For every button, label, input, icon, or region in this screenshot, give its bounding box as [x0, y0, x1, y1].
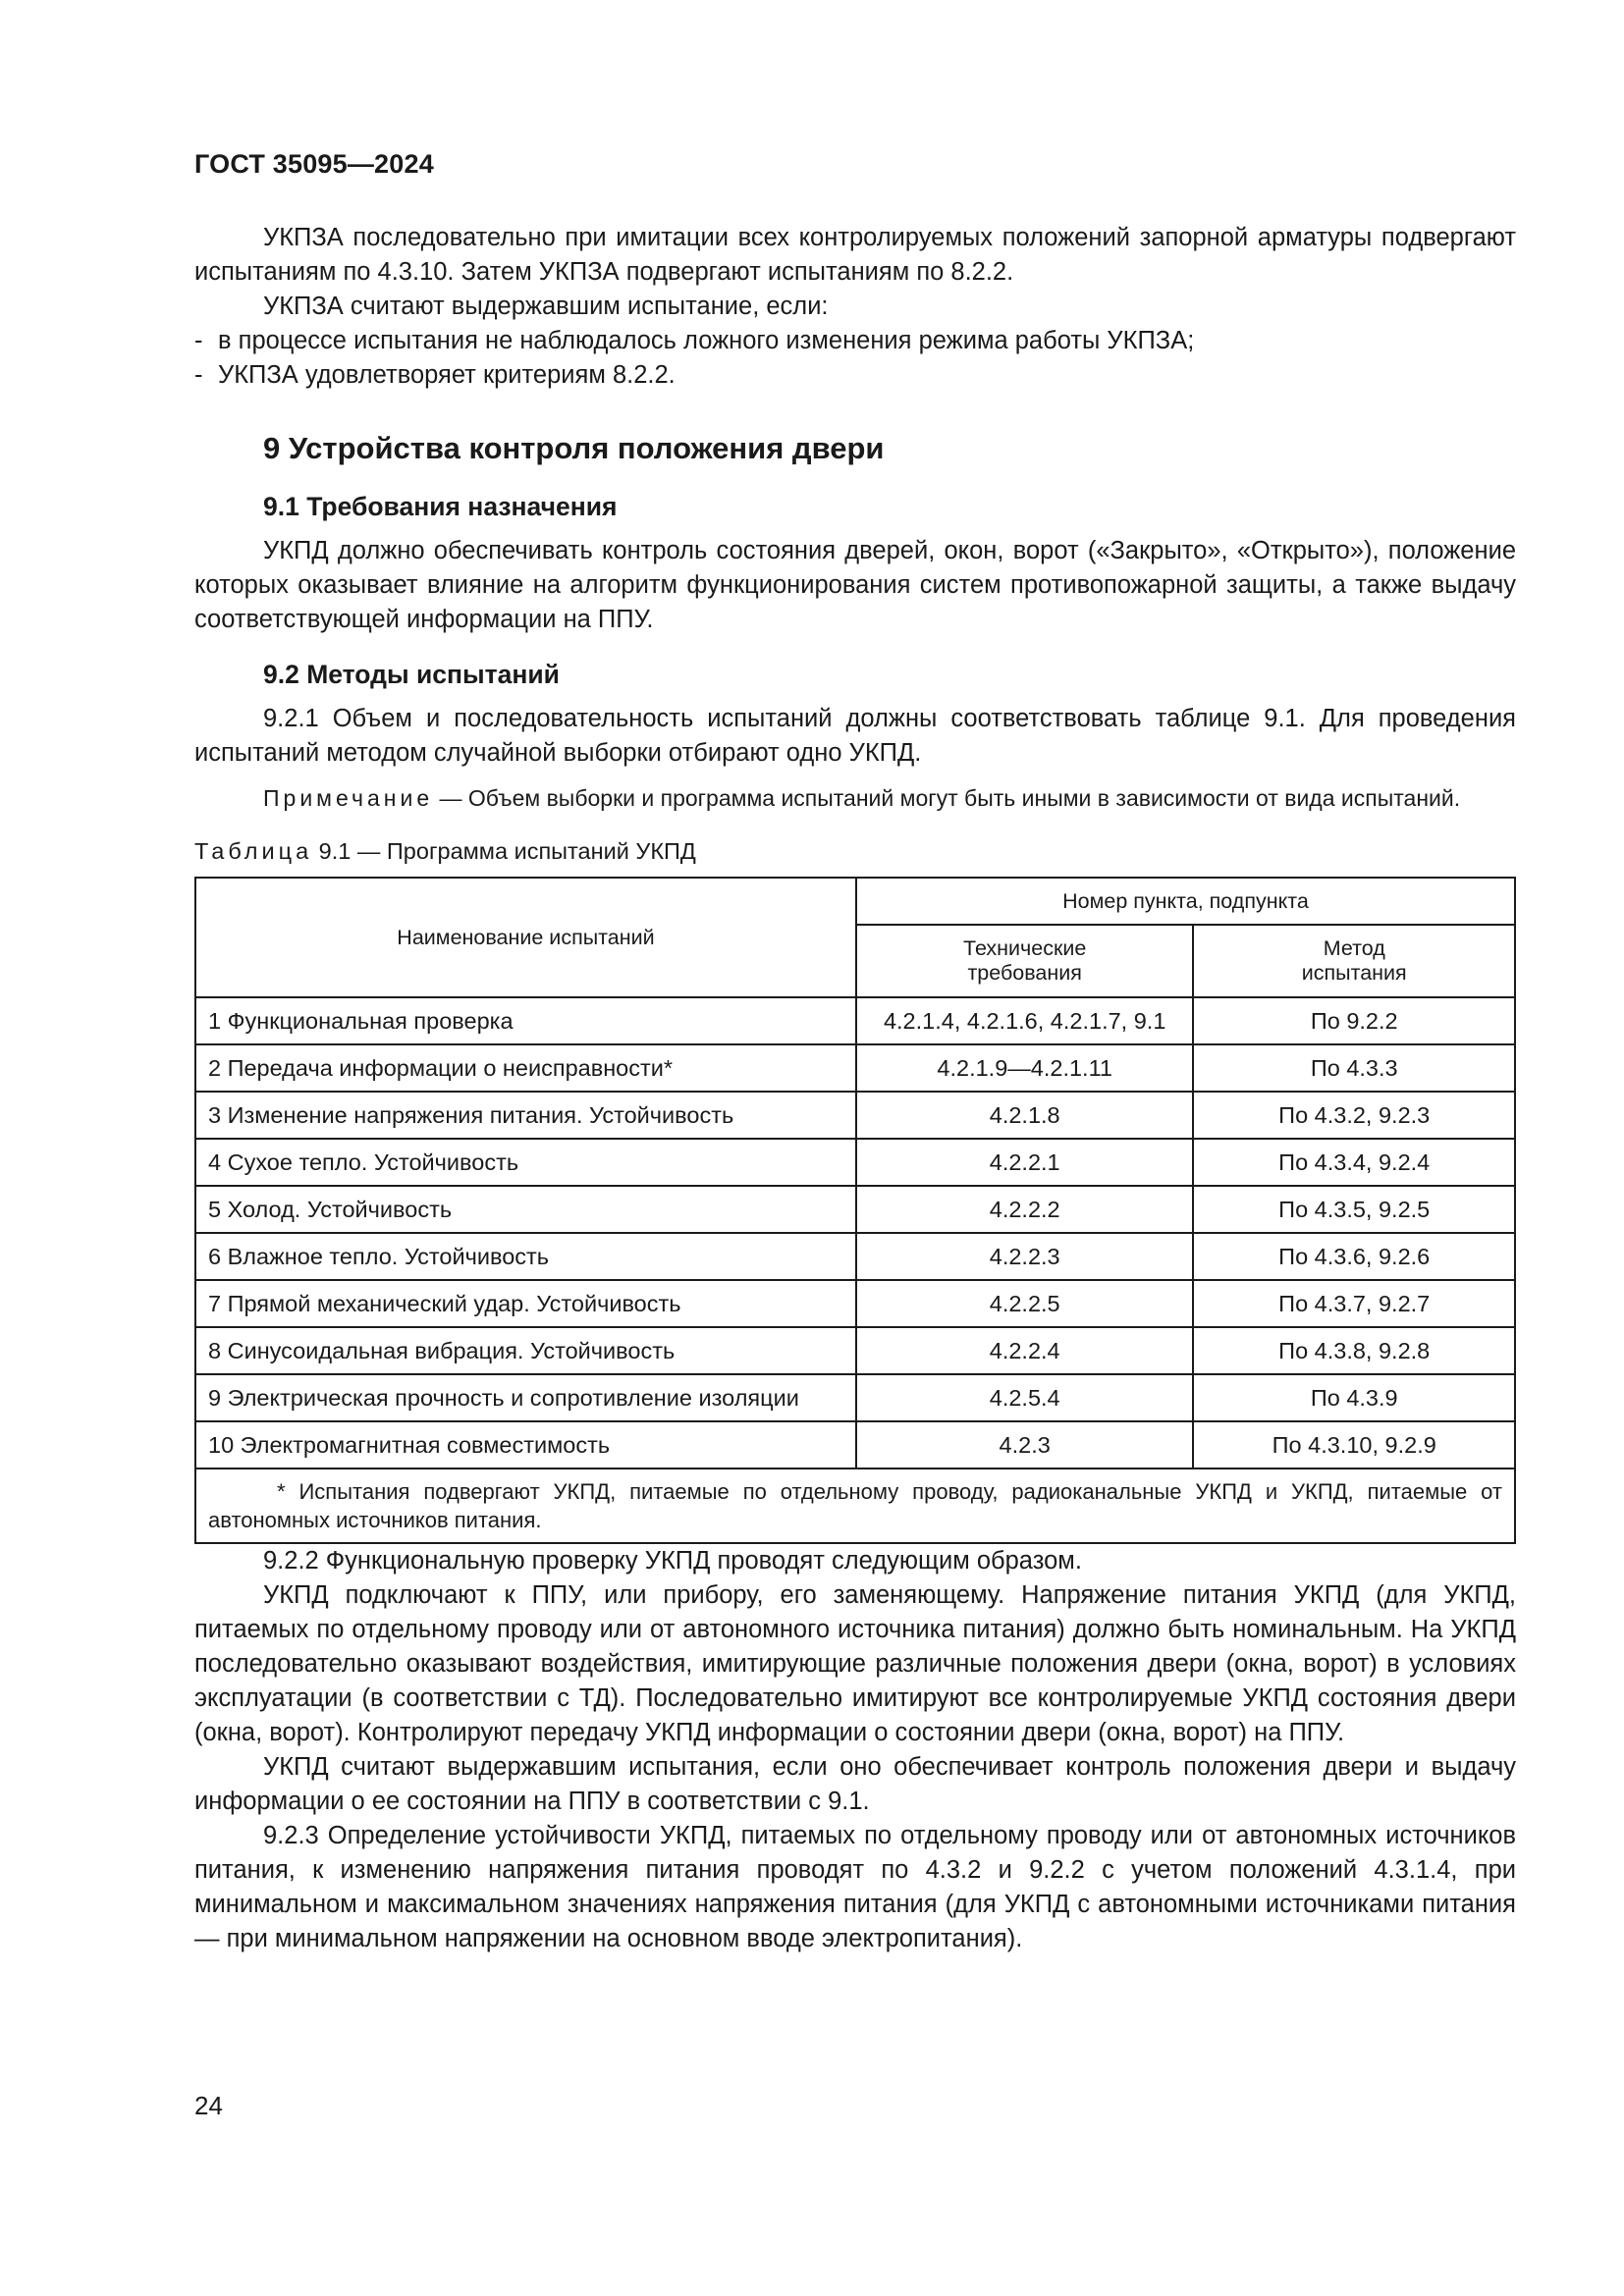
criteria-text-1: в процессе испытания не наблюдалось ложного изменения режима работы УКПЗА; — [218, 327, 1195, 354]
clause-9-2-1-text: 9.2.1 Объем и последовательность испытаний должны соответствовать таблице 9.1. Для проведения испытаний методом случайной выборки отбирают одно УКПД. — [194, 705, 1516, 767]
table-caption-text: 9.1 — Программа испытаний УКПД — [312, 838, 696, 864]
table-header-row — [195, 878, 1515, 925]
test-method-cell: По 9.2.2 — [1193, 997, 1515, 1044]
note-text: — Объем выборки и программа испытаний могут быть иными в зависимости от вида испытаний. — [433, 785, 1461, 811]
standard-header: ГОСТ 35095—2024 — [194, 149, 434, 179]
test-method-cell: По 4.3.4, 9.2.4 — [1193, 1139, 1515, 1186]
test-name-cell: 9 Электрическая прочность и сопротивление изоляции — [195, 1374, 856, 1421]
subsection-9-2-heading: 9.2 Методы испытаний — [263, 660, 560, 689]
test-name-cell: 3 Изменение напряжения питания. Устойчивость — [195, 1092, 856, 1139]
test-method-cell: По 4.3.10, 9.2.9 — [1193, 1421, 1515, 1468]
dash-marker: - — [194, 327, 203, 354]
table-row — [195, 1092, 1515, 1139]
intro-paragraph-1: УКПЗА последовательно при имитации всех контролируемых положений запорной арматуры подвергают испытаниям по 4.3.10. Затем УКПЗА подвергают испытаниям по 8.2.2. — [194, 224, 1516, 286]
test-name-cell: 1 Функциональная проверка — [195, 997, 856, 1044]
column-header-group: Номер пункта, подпункта — [856, 878, 1515, 925]
table-row — [195, 1139, 1515, 1186]
table-footnote-cell — [195, 1468, 1515, 1543]
column-header-method-line2: испытания — [1301, 961, 1407, 985]
tech-requirements-cell: 4.2.1.4, 4.2.1.6, 4.2.1.7, 9.1 — [856, 997, 1194, 1044]
tech-requirements-cell: 4.2.2.3 — [856, 1233, 1194, 1280]
test-method-cell: По 4.3.9 — [1193, 1374, 1515, 1421]
test-name-cell: 7 Прямой механический удар. Устойчивость — [195, 1280, 856, 1327]
clause-9-2-2-procedure: УКПД подключают к ППУ, или прибору, его заменяющему. Напряжение питания УКПД (для УКПД, питаемых по отдельному проводу или от автономного источника питания) должно быть номинальным. На УКПД последовательно оказывают воздействия, имитирующие различные положения двери (окна, ворот) в условиях эксплуатации (в соответствии с ТД). Последовательно имитируют все контролируемые УКПД состояния двери (окна, ворот). Контролируют передачу УКПД информации о состоянии двери (окна, ворот) на ППУ. — [194, 1581, 1516, 1746]
column-header-tech-line1: Технические — [963, 936, 1087, 960]
table-row — [195, 1421, 1515, 1468]
column-header-tech — [856, 925, 1194, 997]
test-method-cell: По 4.3.6, 9.2.6 — [1193, 1233, 1515, 1280]
tech-requirements-cell: 4.2.2.4 — [856, 1327, 1194, 1374]
table-caption-label: Таблица — [194, 838, 313, 864]
table-footnote: * Испытания подвергают УКПД, питаемые по отдельному проводу, радиоканальные УКПД и УКПД, питаемые от автономных источников питания. — [208, 1479, 1502, 1532]
criteria-list-item — [194, 358, 1516, 393]
test-method-cell: По 4.3.3 — [1193, 1044, 1515, 1092]
section-9-heading: 9 Устройства контроля положения двери — [263, 431, 885, 465]
table-row — [195, 1280, 1515, 1327]
dash-marker: - — [194, 361, 203, 389]
tech-requirements-cell: 4.2.5.4 — [856, 1374, 1194, 1421]
column-header-name: Наименование испытаний — [195, 878, 856, 997]
table-row — [195, 1327, 1515, 1374]
test-method-cell: По 4.3.2, 9.2.3 — [1193, 1092, 1515, 1139]
tech-requirements-cell: 4.2.1.9—4.2.1.11 — [856, 1044, 1194, 1092]
tech-requirements-cell: 4.2.3 — [856, 1421, 1194, 1468]
test-name-cell: 10 Электромагнитная совместимость — [195, 1421, 856, 1468]
page-number: 24 — [194, 2091, 223, 2120]
clause-9-2-2-criteria: УКПД считают выдержавшим испытания, если оно обеспечивает контроль положения двери и выдачу информации о ее состоянии на ППУ в соответствии с 9.1. — [194, 1753, 1516, 1815]
tech-requirements-cell: 4.2.2.2 — [856, 1186, 1194, 1233]
test-name-cell: 8 Синусоидальная вибрация. Устойчивость — [195, 1327, 856, 1374]
table-row — [195, 997, 1515, 1044]
note-label: Примечание — [263, 785, 434, 811]
criteria-text-2: УКПЗА удовлетворяет критериям 8.2.2. — [218, 361, 676, 389]
table-row — [195, 1374, 1515, 1421]
table-row — [195, 1186, 1515, 1233]
tech-requirements-cell: 4.2.1.8 — [856, 1092, 1194, 1139]
test-method-cell: По 4.3.7, 9.2.7 — [1193, 1280, 1515, 1327]
criteria-list-item — [194, 324, 1516, 358]
test-method-cell: По 4.3.8, 9.2.8 — [1193, 1327, 1515, 1374]
page-content — [194, 221, 1516, 1956]
test-method-cell: По 4.3.5, 9.2.5 — [1193, 1186, 1515, 1233]
test-program-table — [194, 877, 1516, 1544]
clause-9-2-3-text: 9.2.3 Определение устойчивости УКПД, питаемых по отдельному проводу или от автономных источников питания, к изменению напряжения питания проводят по 4.3.2 и 9.2.2 с учетом положений 4.3.1.4, при минимальном и максимальном значениях напряжения питания (для УКПД с автономными источниками питания — при минимальном напряжении на основном вводе электропитания). — [194, 1822, 1516, 1952]
test-name-cell: 2 Передача информации о неисправности* — [195, 1044, 856, 1092]
intro-paragraph-2: УКПЗА считают выдержавшим испытание, если: — [263, 293, 829, 320]
test-name-cell: 4 Сухое тепло. Устойчивость — [195, 1139, 856, 1186]
clause-9-2-2-text: 9.2.2 Функциональную проверку УКПД проводят следующим образом. — [263, 1547, 1082, 1575]
subsection-9-1-text: УКПД должно обеспечивать контроль состояния дверей, окон, ворот («Закрыто», «Открыто»), положение которых оказывает влияние на алгоритм функционирования систем противопожарной защиты, а также выдачу соответствующей информации на ППУ. — [194, 537, 1516, 633]
subsection-9-1-heading: 9.1 Требования назначения — [263, 492, 618, 521]
tech-requirements-cell: 4.2.2.5 — [856, 1280, 1194, 1327]
note — [194, 782, 1516, 814]
column-header-tech-line2: требования — [967, 961, 1082, 985]
tech-requirements-cell: 4.2.2.1 — [856, 1139, 1194, 1186]
table-caption — [194, 835, 1516, 867]
column-header-method — [1193, 925, 1515, 997]
table-footnote-row — [195, 1468, 1515, 1543]
test-name-cell: 5 Холод. Устойчивость — [195, 1186, 856, 1233]
test-name-cell: 6 Влажное тепло. Устойчивость — [195, 1233, 856, 1280]
column-header-method-line1: Метод — [1323, 936, 1385, 960]
table-row — [195, 1233, 1515, 1280]
table-row — [195, 1044, 1515, 1092]
